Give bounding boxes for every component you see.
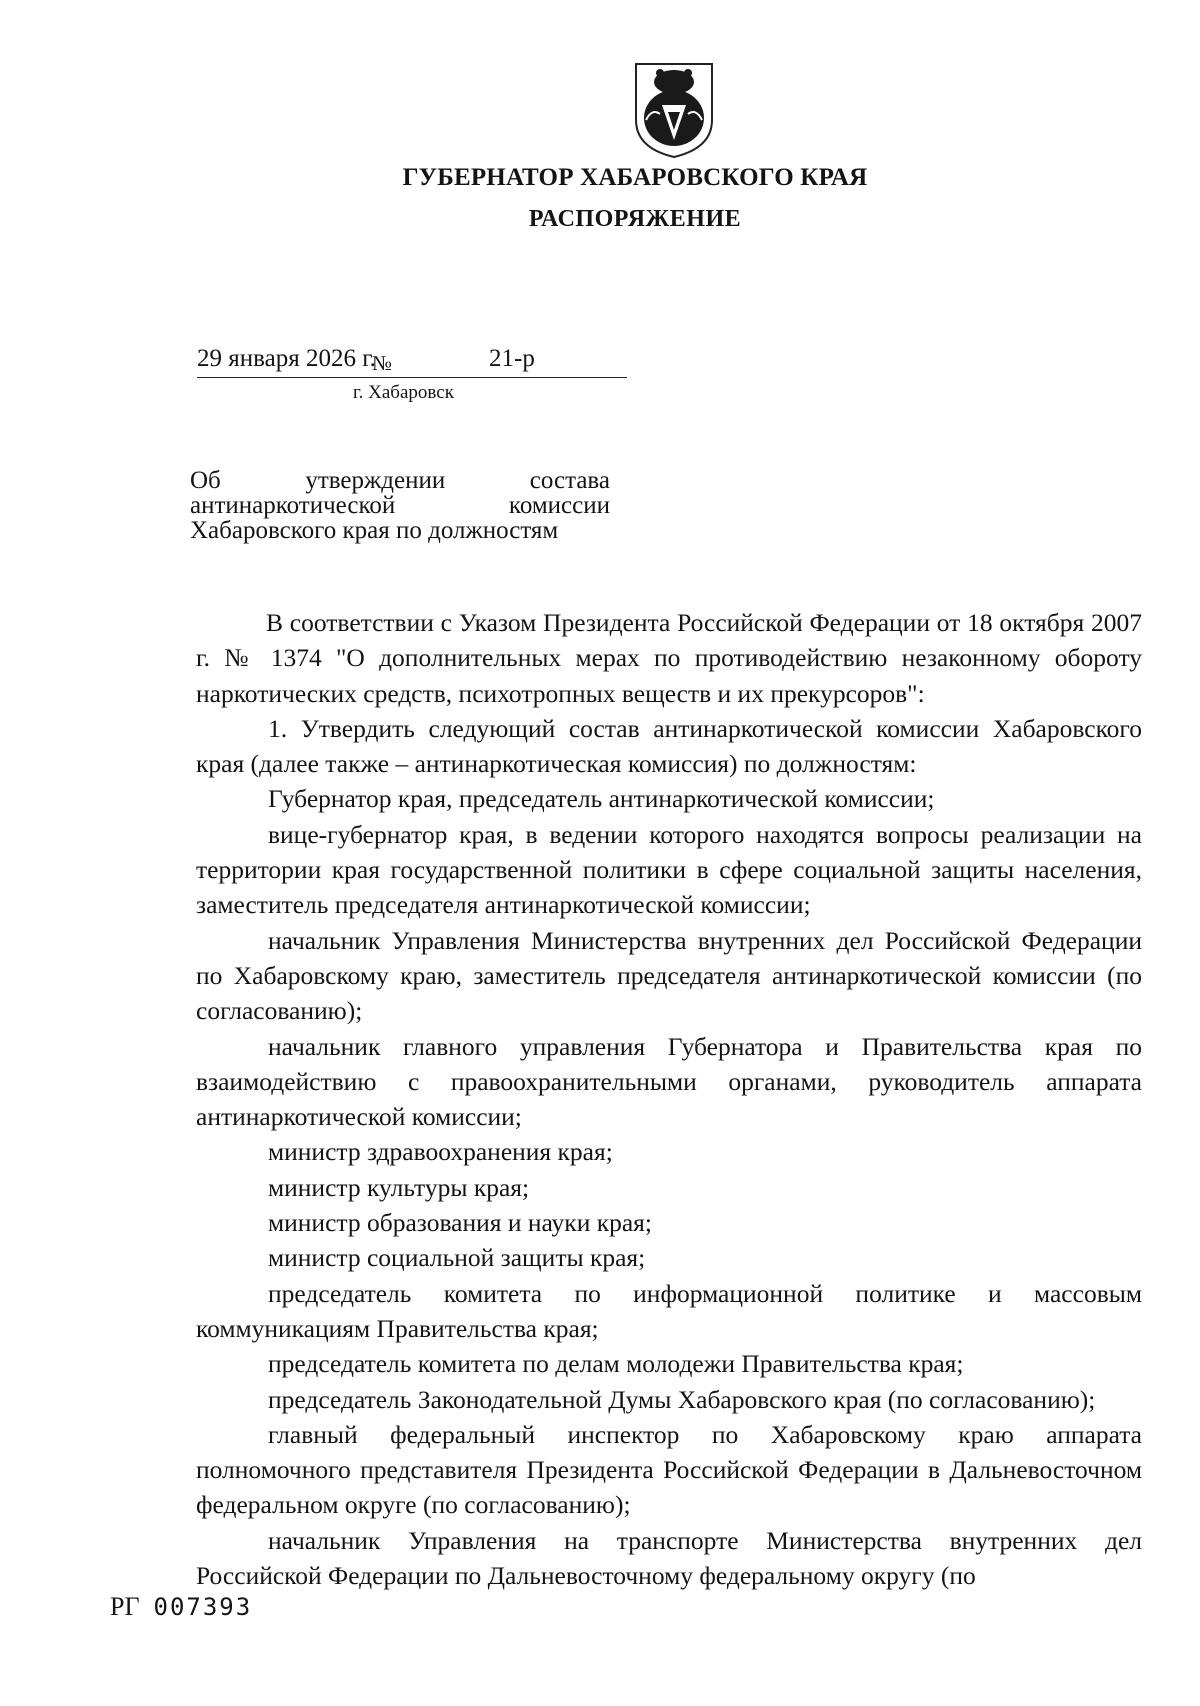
paragraph: министр здравоохранения края; — [268, 1137, 613, 1167]
subject-line: Об утверждении состава — [190, 467, 610, 494]
document-body — [196, 605, 1142, 1593]
document-number: 21-р — [489, 345, 535, 372]
paragraph: начальник главного управления Губернатора и Правительства края по взаимодействию с правоохранительными органами, руководитель аппарата антинаркотической комиссии; — [196, 1031, 1142, 1132]
paragraph: вице-губернатор края, в ведении которого находятся вопросы реализации на территории края государственной политики в сфере социальной защиты населения, заместитель председателя антинаркотической комиссии; — [196, 819, 1142, 920]
document-type-title: РАСПОРЯЖЕНИЕ — [528, 206, 742, 232]
paragraph: начальник Управления Министерства внутренних дел Российской Федерации по Хабаровскому краю, заместитель председателя антинаркотической комиссии (по согласованию); — [196, 925, 1142, 1026]
coat-of-arms-icon — [632, 60, 716, 160]
paragraph: начальник Управления на транспорте Министерства внутренних дел Российской Федерации по Дальневосточному федеральному округу (по — [196, 1525, 1142, 1591]
document-date: 29 января 2026 г. — [197, 345, 376, 372]
organization-title: ГУБЕРНАТОР ХАБАРОВСКОГО КРАЯ — [402, 164, 868, 191]
paragraph: министр культуры края; — [268, 1172, 530, 1202]
subject-line: Хабаровского края по должностям — [190, 517, 559, 544]
paragraph: председатель Законодательной Думы Хабаровского края (по согласованию); — [268, 1384, 1096, 1414]
paragraph: министр социальной защиты края; — [268, 1243, 646, 1273]
serial-number: 007393 — [153, 1593, 253, 1621]
form-serial-number — [110, 1592, 252, 1622]
paragraph: министр образования и науки края; — [268, 1208, 652, 1238]
paragraph: председатель комитета по делам молодежи Правительства края; — [268, 1349, 964, 1379]
document-subject — [190, 468, 610, 543]
number-sign: № — [372, 351, 393, 375]
paragraph: 1. Утвердить следующий состав антинаркотической комиссии Хабаровского края (далее также – антинаркотическая комиссия) по должностям: — [196, 713, 1142, 779]
date-number-line — [197, 345, 627, 378]
document-city: г. Хабаровск — [353, 382, 454, 403]
paragraph: В соответствии с Указом Президента Российской Федерации от 18 октября 2007 г. № 1374 "О дополнительных мерах по противодействию незаконному обороту наркотических средств, психотропных веществ и их прекурсоров": — [196, 608, 1142, 708]
paragraph: Губернатор края, председатель антинаркотической комиссии; — [268, 784, 935, 814]
paragraph: главный федеральный инспектор по Хабаровскому краю аппарата полномочного представителя Президента Российской Федерации в Дальневосточном федеральном округе (по согласованию); — [196, 1419, 1142, 1520]
serial-prefix: РГ — [110, 1592, 140, 1621]
paragraph: председатель комитета по информационной политике и массовым коммуникациям Правительства края; — [196, 1278, 1142, 1343]
subject-line: антинаркотической комиссии — [190, 492, 610, 519]
